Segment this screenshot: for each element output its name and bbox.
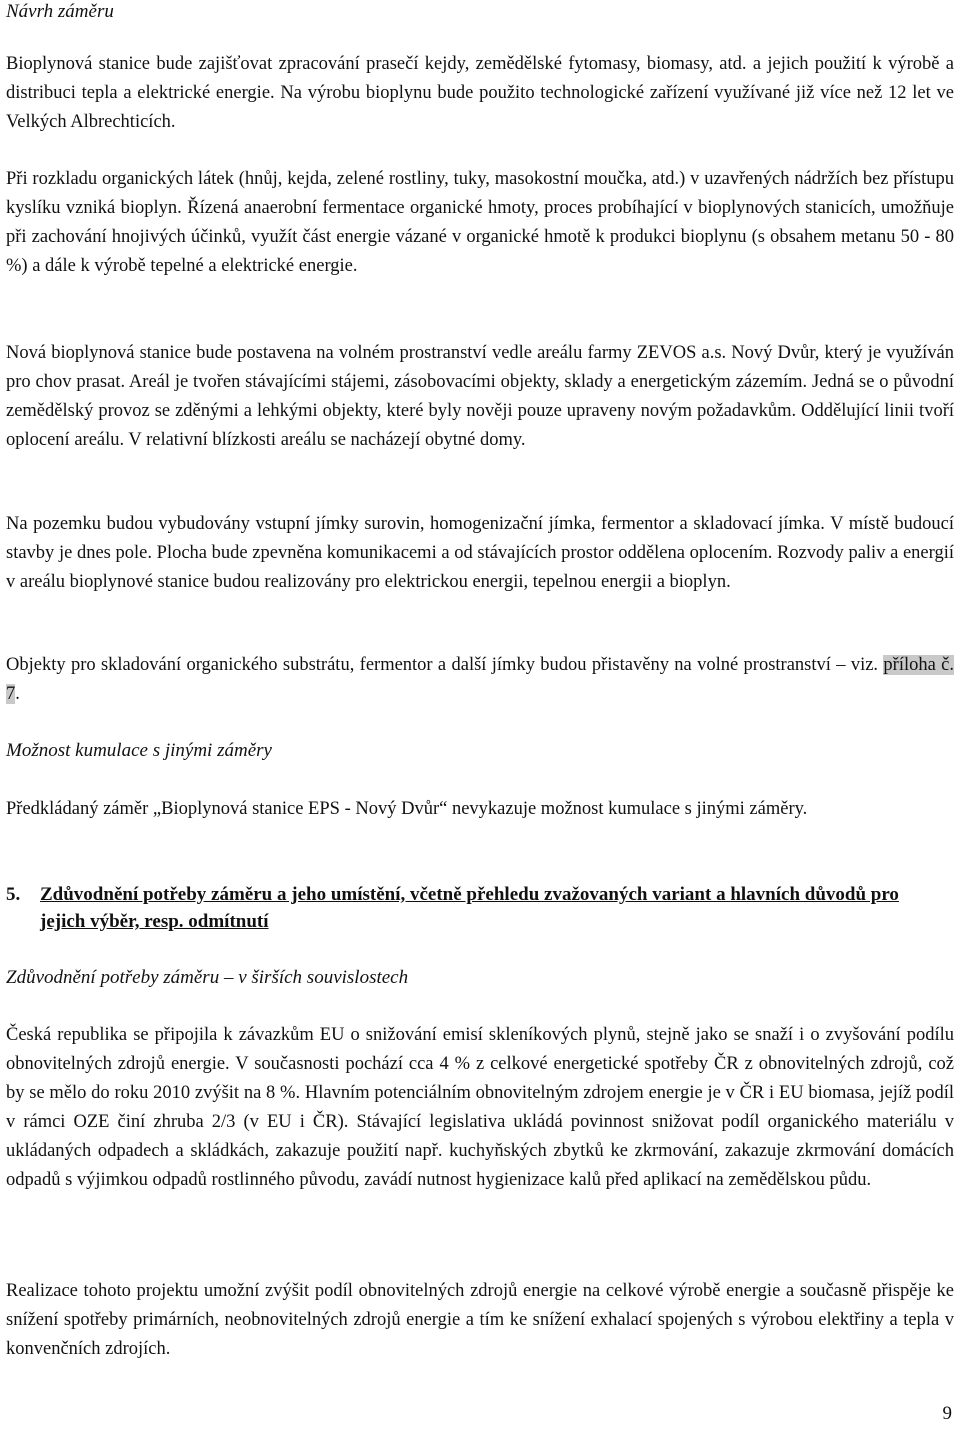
paragraph-objekty-skladovani [6,651,954,709]
paragraph-rozklad-organickych-latek: Při rozkladu organických látek (hnůj, kejda, zelené rostliny, tuky, masokostní moučka, atd.) v uzavřených nádržích bez přístupu kyslíku vzniká bioplyn. Řízená anaerobní fermentace organické hmoty, proces probíhající v bioplynových stanicích, umožňuje při zachování hnojivých účinků, využít část energie vázané v organické hmotě k produkci bioplynu (s obsahem metanu 50 - 80 %) a dále k výrobě tepelné a elektrické energie. [6,169,954,276]
paragraph-ceska-republika: Česká republika se připojila k závazkům EU o snižování emisí skleníkových plynů, stejně jako se snaží i o zvyšování podílu obnovitelných zdrojů energie. V současnosti pochází cca 4 % z celkové energetické spotřeby ČR z obnovitelných zdrojů, což by se mělo do roku 2010 zvýšit na 8 %. Hlavním potenciálním obnovitelným zdrojem energie je v ČR i EU biomasa, jejíž podíl v rámci OZE činí zhruba 2/3 (v EU i ČR). Stávající legislativa ukládá povinnost snižovat podíl organického materiálu v ukládaných odpadech a skládkách, zakazuje použití např. kuchyňských zbytků ke zkrmování, zakazuje zkrmování domácích odpadů s výjimkou odpadů rostlinného původu, zavádí nutnost hygienizace kalů před aplikací na zemědělskou půdu. [6,1025,954,1190]
objekty-text-end: . [15,684,20,704]
paragraph-bioplynova-stanice: Bioplynová stanice bude zajišťovat zpracování prasečí kejdy, zemědělské fytomasy, biomasy, atd. a jejich použití k výrobě a distribuci tepla a elektrické energie. Na výrobu bioplynu bude použito technologické zařízení využívané již více než 12 let ve Velkých Albrechticích. [6,54,954,132]
paragraph-predkladany-zamer: Předkládaný záměr „Bioplynová stanice EPS - Nový Dvůr“ nevykazuje možnost kumulace s jinými záměry. [6,799,808,819]
priloha-reference: příloha č. 7 [6,655,954,704]
objekty-text: Objekty pro skladování organického substrátu, fermentor a další jímky budou přistavěny na volné prostranství – viz. [6,655,884,675]
paragraph-nova-bioplynova-stanice: Nová bioplynová stanice bude postavena na volném prostranství vedle areálu farmy ZEVOS a.s. Nový Dvůr, který je využíván pro chov prasat. Areál je tvořen stávajícími stájemi, zásobovacími objekty, sklady a energetickým zázemím. Jedná se o původní zemědělský provoz se zděnými a lehkými objekty, které byly nověji pouze upraveny novým požadavkům. Oddělující linii tvoří oplocení areálu. V relativní blízkosti areálu se nacházejí obytné domy. [6,343,954,450]
section-title: Zdůvodnění potřeby záměru a jeho umístění, včetně přehledu zvažovaných variant a hlavních důvodů pro jejich výběr, resp. odmítnutí [40,884,899,932]
page-number: 9 [942,1403,952,1424]
paragraph-realizace-projektu: Realizace tohoto projektu umožní zvýšit podíl obnovitelných zdrojů energie na celkové výrobě energie a současně přispěje ke snížení spotřeby primárních, neobnovitelných zdrojů energie a tím ke snížení exhalací spojených s výrobou elektřiny a tepla v konvenčních zdrojích. [6,1281,954,1359]
paragraph-na-pozemku: Na pozemku budou vybudovány vstupní jímky surovin, homogenizační jímka, fermentor a skladovací jímka. V místě budoucí stavby je dnes pole. Plocha bude zpevněna komunikacemi a od stávajících prostor oddělena oplocením. Rozvody paliv a energií v areálu bioplynové stanice budou realizovány pro elektrickou energii, tepelnou energii a bioplyn. [6,514,954,592]
section-number: 5. [6,884,21,905]
heading-navrh-zameru: Návrh záměru [6,1,114,22]
heading-moznost-kumulace: Možnost kumulace s jinými záměry [6,740,272,761]
heading-zduvodneni-potreby: Zdůvodnění potřeby záměru – v širších souvislostech [6,967,409,988]
